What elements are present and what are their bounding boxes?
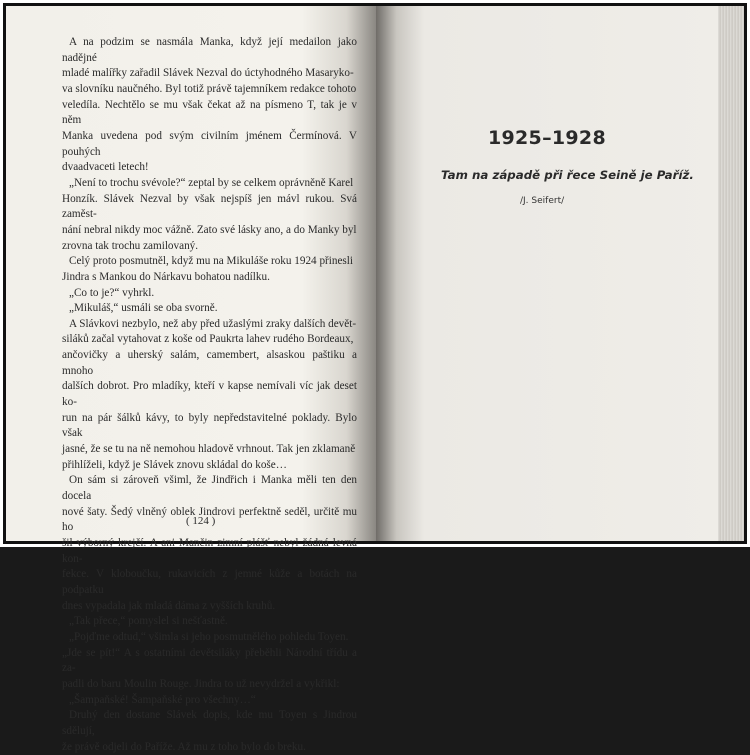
motto-author: /J. Seifert/	[520, 196, 565, 206]
text-line: „Není to trochu svévole?“ zeptal by se celkem oprávněně Karel	[69, 176, 354, 189]
chapter-motto: Tam na západě při řece Seině je Paříž.	[441, 168, 694, 182]
text-line: „Pojďme odtud,“ všimla si jeho posmutnělého pohledu Toyen.	[69, 630, 349, 643]
text-line: „Šampaňské! Šampaňské pro všechny…“	[69, 693, 256, 706]
text-line: Druhý den dostane Slávek dopis, kde mu Toyen s Jindrou sdělují,	[62, 709, 357, 737]
text-line: jasné, že se tu na ně nemohou hladově vrhnout. Tak jen zklamaně	[62, 443, 356, 456]
text-line: A Slávkovi nezbylo, než aby před užaslými zraky dalších devět-	[69, 317, 357, 330]
text-line: On sám si zároveň všiml, že Jindřich i Manka měli ten den docela	[62, 474, 357, 503]
text-line: run na pár šálků kávy, to byly nepředstavitelné poklady. Bylo však	[62, 411, 357, 440]
text-line: přihlíželi, když je Slávek znovu skládal do koše…	[62, 458, 287, 471]
text-line: „Jde se pít!“ A s ostatními devětsiláky přeběhli Národní třídu a za-	[62, 646, 357, 675]
text-line: dvaadvaceti letech!	[62, 161, 149, 174]
page-number: ( 124 )	[186, 515, 216, 527]
text-line: Manka uvedena pod svým civilním jménem Čermínová. V pouhých	[62, 129, 357, 158]
text-line: zrovna tak trochu zamilovaný.	[62, 239, 199, 252]
text-line: nání nebral nikdy moc vážně. Zato své lásky ano, a do Manky byl	[62, 223, 357, 236]
text-line: Honzík. Slávek Nezval by však nejspíš jen mávl rukou. Svá zaměst-	[62, 192, 357, 221]
text-line: že právě odjeli do Paříže. Až mu z toho bylo do breku.	[62, 740, 306, 753]
text-line: siláků začal vytahovat z koše od Paukrta lahev rudého Bordeaux,	[62, 333, 354, 346]
text-line: „Co to je?“ vyhrkl.	[69, 286, 155, 299]
text-line: šil výborný krejčí. A ani Mančin zimní plášť nebyl žádná levná kon-	[62, 537, 357, 565]
text-line: padli do baru Moulin Rouge. Jindra to už nevydržel a vykřikl:	[62, 677, 340, 690]
text-line: fekce. V kloboučku, rukavicích z jemné kůže a botách na podpatku	[62, 568, 357, 596]
text-line: Celý proto posmutněl, když mu na Mikuláše roku 1924 přinesli	[69, 255, 354, 268]
chapter-title: 1925–1928	[488, 127, 606, 149]
left-page-text	[62, 35, 357, 755]
text-line: nové šaty. Šedý vlněný oblek Jindrovi perfektně seděl, určitě mu ho	[62, 505, 357, 534]
text-line: Jindra s Mankou do Nárkavu bohatou nadílku.	[62, 270, 270, 283]
text-line: A na podzim se nasmála Manka, když její medailon jako nadějné	[62, 36, 357, 64]
text-line: dnes vypadala jak mladá dáma z vyšších kruhů.	[62, 599, 276, 612]
text-line: mladé malířky zařadil Slávek Nezval do úctyhodného Masaryko-	[62, 67, 354, 80]
text-line: veledíla. Nechtělo se mu však čekat až na písmeno T, tak je v něm	[62, 98, 357, 127]
text-line: va slovníku naučného. Byl totiž právě tajemníkem redakce tohoto	[62, 82, 357, 95]
text-line: ančovičky a uherský salám, camembert, alsaskou paštiku a mnoho	[62, 349, 357, 377]
text-line: „Mikuláš,“ usmáli se oba svorně.	[69, 302, 218, 315]
text-line: dalších dobrot. Pro mladíky, kteří v kapse nemívali víc jak deset ko-	[62, 380, 357, 409]
text-line: „Tak přece,“ pomyslel si nešťastně.	[69, 615, 228, 628]
